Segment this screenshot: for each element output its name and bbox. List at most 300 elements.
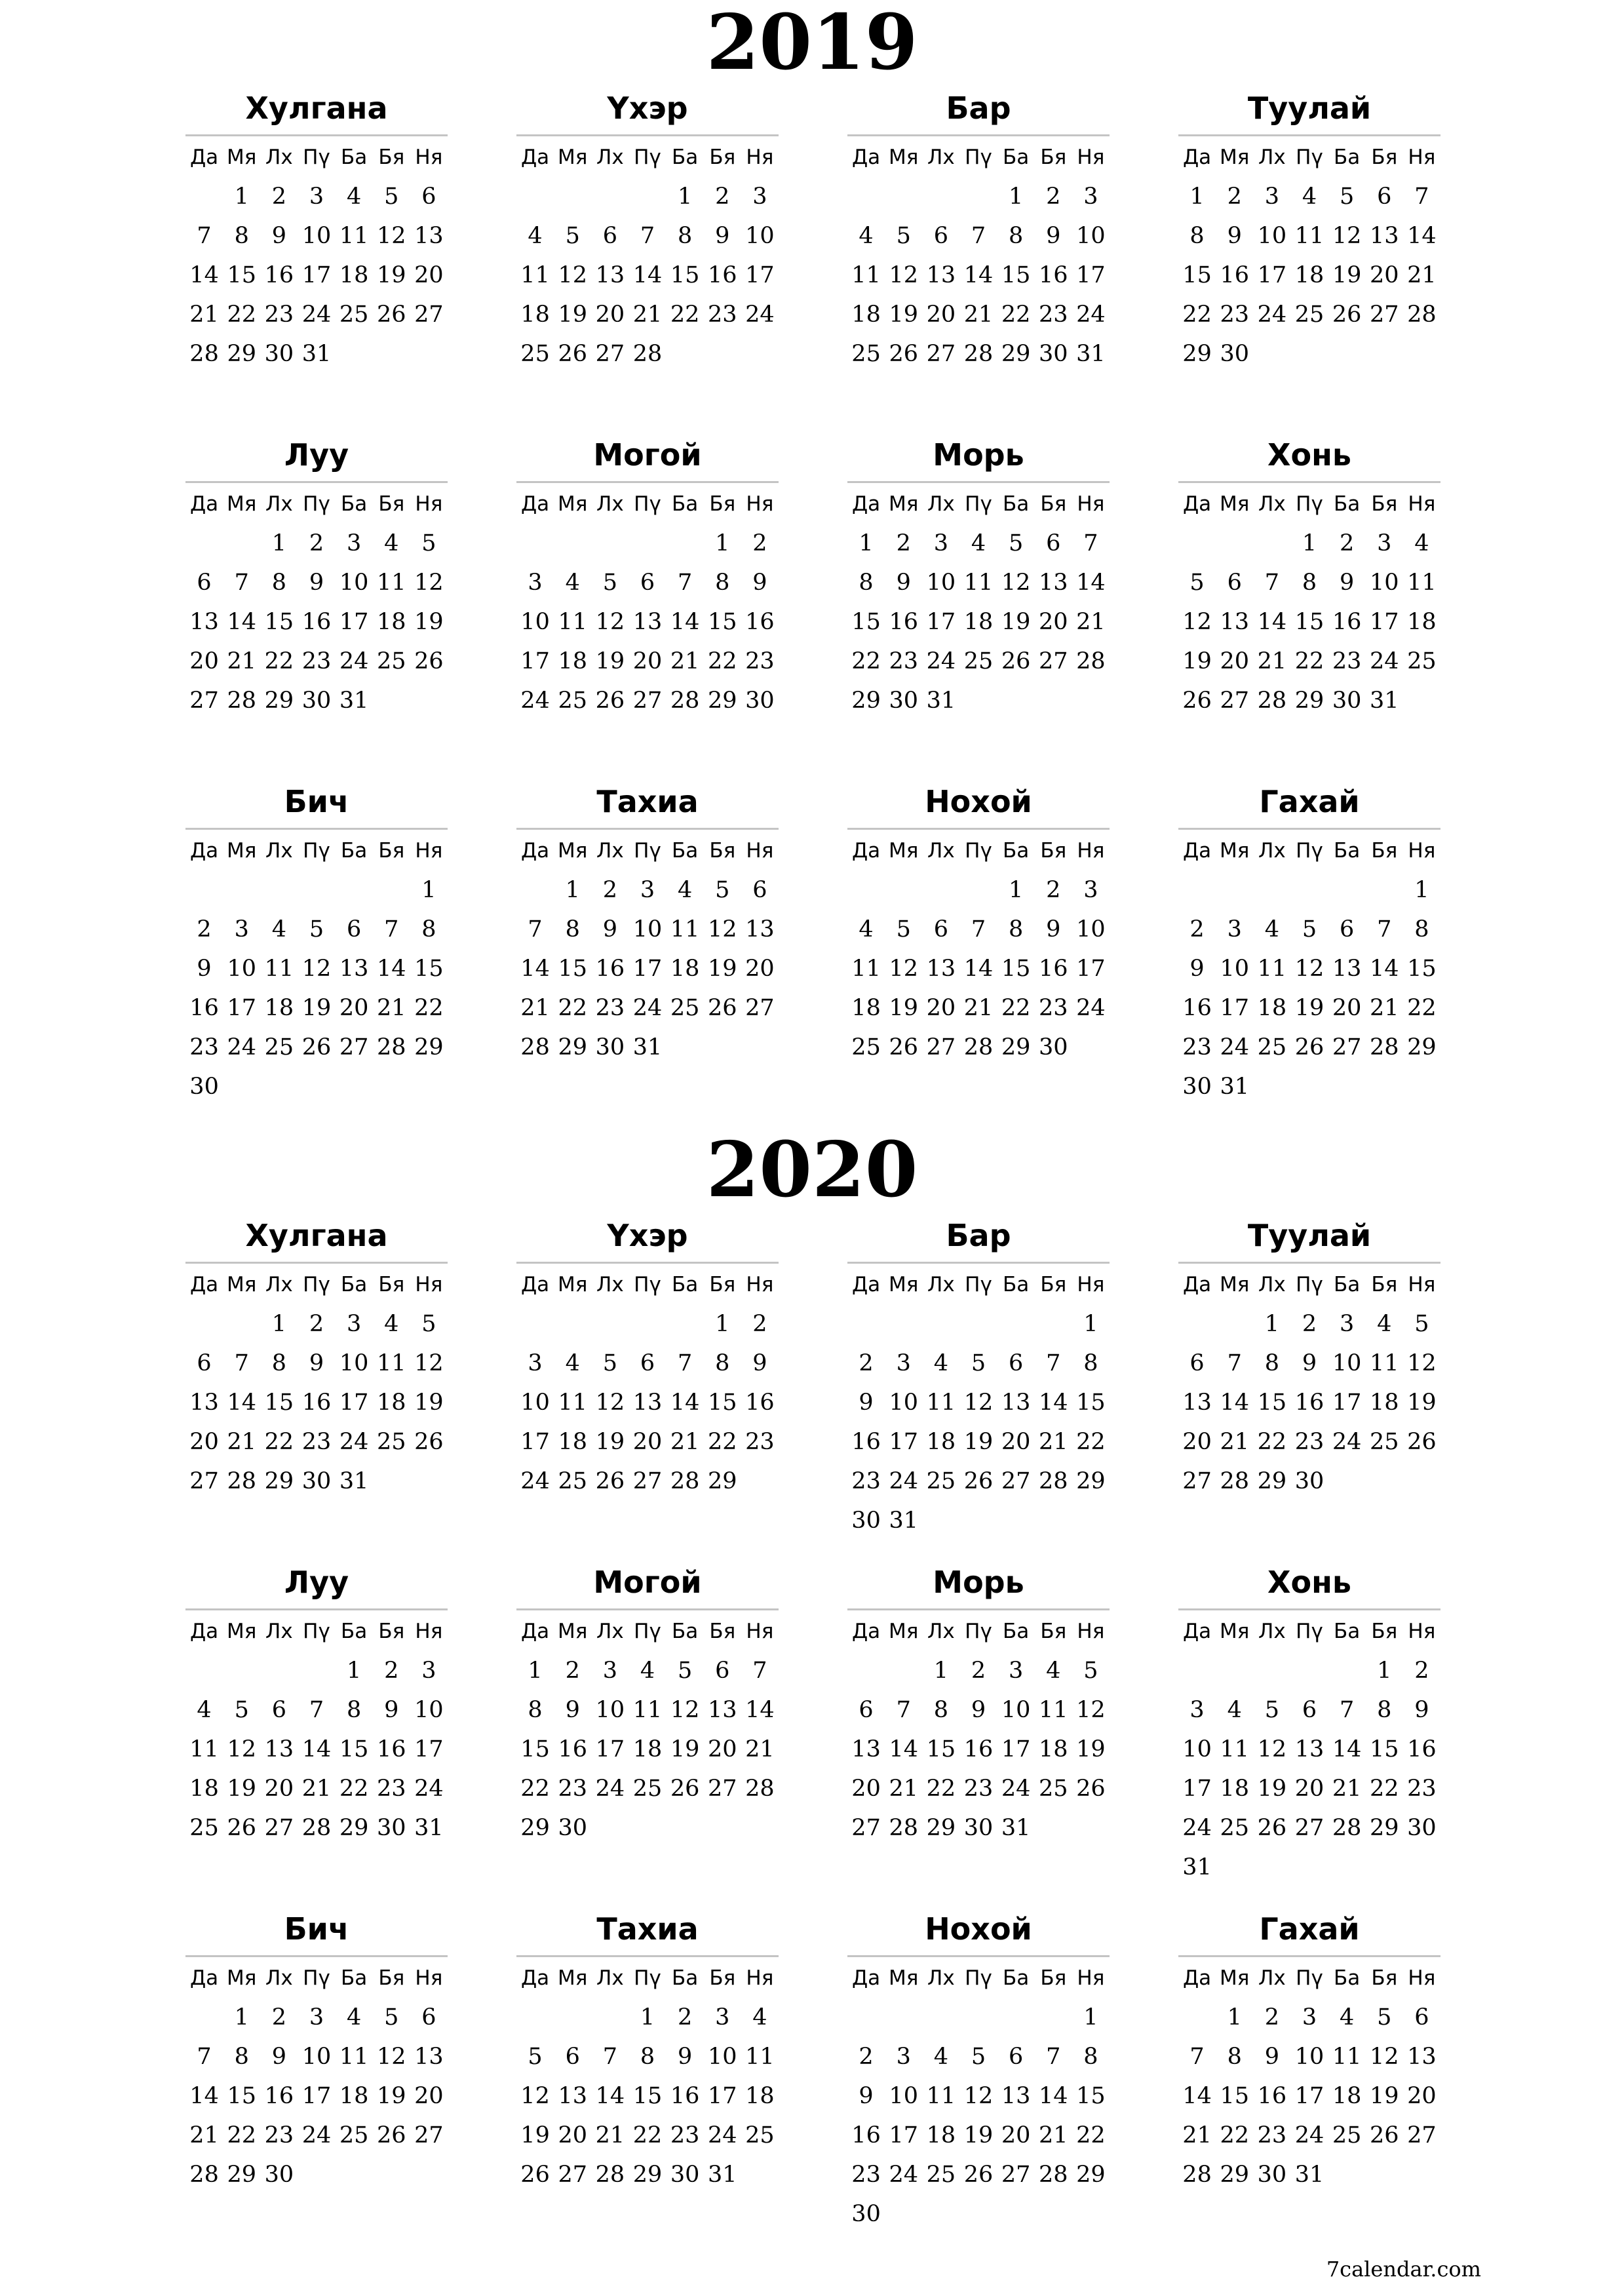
day-cell: 6 — [1377, 184, 1392, 210]
day-cell: 8 — [234, 223, 249, 249]
month-divider — [516, 481, 779, 483]
day-cell: 25 — [1257, 1034, 1287, 1060]
day-cell: 2 — [1302, 1311, 1317, 1337]
empty-day-cell — [298, 870, 335, 910]
day-cell: 25 — [339, 2122, 369, 2149]
day-cell: 6 — [859, 1697, 874, 1723]
day-cell: 28 — [189, 341, 219, 367]
day-cell: 14 — [520, 956, 550, 982]
empty-day-cell — [847, 1304, 885, 1344]
day-cell: 21 — [963, 302, 994, 328]
day-cell: 17 — [926, 609, 956, 635]
day-cell: 22 — [227, 2122, 256, 2149]
day-cell: 21 — [1220, 1429, 1249, 1455]
day-cell: 30 — [301, 1468, 332, 1494]
day-cell: 27 — [1182, 1468, 1212, 1494]
day-cell: 6 — [1227, 570, 1242, 596]
day-cell: 8 — [346, 1697, 362, 1723]
month-name: Туулай — [1247, 90, 1372, 126]
weekday-label: Пү — [303, 839, 330, 863]
day-cell: 14 — [189, 2083, 219, 2109]
day-cell: 7 — [1339, 1697, 1355, 1723]
day-cell: 17 — [1257, 262, 1287, 288]
weekday-label: Бя — [1371, 1966, 1398, 1990]
day-cell: 28 — [227, 688, 256, 714]
day-cell: 7 — [528, 916, 543, 943]
day-cell: 23 — [558, 1776, 587, 1802]
day-cell: 23 — [1182, 1034, 1212, 1060]
day-cell: 9 — [752, 570, 767, 596]
day-cell: 10 — [1370, 570, 1399, 596]
weekday-label: Ба — [1003, 839, 1030, 863]
day-cell: 28 — [595, 2162, 625, 2188]
month-name: Луу — [284, 1565, 349, 1600]
day-cell: 27 — [339, 1034, 369, 1060]
day-cell: 26 — [414, 648, 444, 674]
weekday-label: Лх — [596, 1620, 624, 1643]
day-cell: 18 — [851, 302, 881, 328]
day-cell: 24 — [1294, 2122, 1324, 2149]
empty-day-cell — [1178, 1998, 1216, 2037]
day-cell: 17 — [1076, 262, 1106, 288]
day-cell: 3 — [1008, 1658, 1024, 1684]
day-cell: 2 — [1414, 1658, 1429, 1684]
day-cell: 25 — [1370, 1429, 1399, 1455]
weekday-label: Ба — [1003, 1273, 1030, 1296]
day-cell: 11 — [264, 956, 294, 982]
day-cell: 28 — [377, 1034, 406, 1060]
day-cell: 4 — [677, 877, 693, 903]
weekday-label: Ня — [415, 839, 443, 863]
weekday-label: Бя — [709, 146, 736, 169]
day-cell: 1 — [421, 877, 436, 903]
empty-day-cell — [1290, 1651, 1328, 1690]
weekday-label: Лх — [1258, 146, 1286, 169]
day-cell: 15 — [1001, 262, 1031, 288]
month-name: Туулай — [1247, 1218, 1372, 1253]
day-cell: 7 — [1083, 530, 1098, 556]
weekday-label: Лх — [596, 492, 624, 516]
day-cell: 14 — [1370, 956, 1399, 982]
day-cell: 10 — [708, 2044, 737, 2070]
day-cell: 7 — [1264, 570, 1279, 596]
day-grid — [185, 831, 448, 1106]
empty-day-cell — [591, 177, 628, 216]
day-cell: 6 — [602, 223, 617, 249]
weekday-label: Мя — [558, 492, 588, 516]
day-cell: 30 — [851, 2201, 881, 2227]
month-name: Үхэр — [607, 90, 688, 126]
day-cell: 12 — [558, 262, 587, 288]
day-cell: 7 — [640, 223, 655, 249]
day-cell: 22 — [1076, 1429, 1106, 1455]
day-cell: 20 — [926, 302, 956, 328]
day-cell: 17 — [301, 262, 332, 288]
day-cell: 5 — [1377, 2004, 1392, 2031]
weekday-label: Мя — [1220, 146, 1250, 169]
empty-day-cell — [1035, 1304, 1072, 1344]
day-cell: 2 — [859, 2044, 874, 2070]
day-cell: 23 — [1039, 995, 1068, 1021]
weekday-label: Мя — [558, 1273, 588, 1296]
day-cell: 13 — [926, 262, 956, 288]
day-cell: 25 — [926, 2162, 956, 2188]
weekday-label: Ба — [1003, 492, 1030, 516]
day-cell: 26 — [1407, 1429, 1437, 1455]
day-cell: 3 — [1083, 877, 1098, 903]
day-cell: 29 — [558, 1034, 587, 1060]
day-cell: 7 — [384, 916, 399, 943]
day-cell: 9 — [677, 2044, 693, 2070]
day-cell: 22 — [851, 648, 881, 674]
empty-day-cell — [516, 1304, 554, 1344]
day-cell: 3 — [1227, 916, 1242, 943]
day-cell: 26 — [963, 1468, 994, 1494]
day-cell: 28 — [1220, 1468, 1249, 1494]
day-cell: 13 — [1220, 609, 1249, 635]
day-cell: 5 — [384, 184, 399, 210]
day-cell: 10 — [414, 1697, 444, 1723]
day-cell: 20 — [1182, 1429, 1212, 1455]
day-cell: 16 — [301, 1390, 332, 1416]
day-cell: 21 — [227, 1429, 256, 1455]
day-cell: 9 — [1264, 2044, 1279, 2070]
empty-day-cell — [298, 1651, 335, 1690]
day-cell: 16 — [1407, 1736, 1437, 1762]
empty-day-cell — [185, 1651, 223, 1690]
day-cell: 27 — [1001, 1468, 1031, 1494]
day-cell: 25 — [851, 1034, 881, 1060]
day-cell: 15 — [1076, 2083, 1106, 2109]
day-cell: 8 — [1302, 570, 1317, 596]
day-cell: 19 — [708, 956, 737, 982]
weekday-label: Пү — [303, 1620, 330, 1643]
weekday-label: Да — [520, 492, 550, 516]
day-cell: 10 — [1332, 1350, 1362, 1376]
day-cell: 29 — [339, 1815, 369, 1841]
day-cell: 17 — [1370, 609, 1399, 635]
day-cell: 11 — [926, 1390, 956, 1416]
month-block — [847, 1209, 1110, 1540]
day-grid — [1178, 484, 1440, 720]
empty-day-cell — [185, 524, 223, 563]
day-cell: 19 — [670, 1736, 700, 1762]
day-cell: 8 — [640, 2044, 655, 2070]
day-cell: 8 — [421, 916, 436, 943]
day-cell: 27 — [414, 302, 444, 328]
month-block — [516, 775, 779, 1067]
empty-day-cell — [922, 1998, 959, 2037]
day-cell: 17 — [889, 1429, 918, 1455]
day-cell: 11 — [745, 2044, 775, 2070]
day-cell: 12 — [708, 916, 737, 943]
month-name: Бар — [946, 1218, 1011, 1253]
day-cell: 12 — [1370, 2044, 1399, 2070]
day-grid — [185, 1612, 448, 1848]
day-cell: 27 — [1370, 302, 1399, 328]
day-cell: 5 — [1189, 570, 1205, 596]
day-cell: 23 — [1407, 1776, 1437, 1802]
day-cell: 1 — [1083, 1311, 1098, 1337]
weekday-label: Лх — [596, 146, 624, 169]
weekday-label: Ба — [672, 1273, 699, 1296]
empty-day-cell — [1253, 524, 1290, 563]
day-cell: 9 — [1414, 1697, 1429, 1723]
month-divider — [516, 134, 779, 136]
day-cell: 18 — [632, 1736, 663, 1762]
weekday-label: Ня — [1408, 146, 1436, 169]
month-name: Бар — [946, 90, 1011, 126]
day-cell: 5 — [528, 2044, 543, 2070]
day-grid — [1178, 138, 1440, 374]
day-cell: 5 — [602, 570, 617, 596]
day-cell: 14 — [1332, 1736, 1362, 1762]
day-cell: 17 — [632, 956, 663, 982]
day-cell: 27 — [632, 688, 663, 714]
day-cell: 4 — [528, 223, 543, 249]
weekday-label: Мя — [558, 1620, 588, 1643]
day-cell: 12 — [377, 2044, 406, 2070]
day-cell: 7 — [197, 2044, 212, 2070]
empty-day-cell — [885, 177, 922, 216]
day-cell: 10 — [1076, 223, 1106, 249]
day-cell: 19 — [1076, 1736, 1106, 1762]
day-cell: 10 — [889, 1390, 918, 1416]
day-cell: 18 — [1257, 995, 1287, 1021]
day-cell: 20 — [1001, 2122, 1031, 2149]
weekday-label: Мя — [227, 146, 257, 169]
weekday-label: Лх — [927, 1620, 955, 1643]
day-cell: 15 — [1182, 262, 1212, 288]
day-cell: 13 — [1182, 1390, 1212, 1416]
day-cell: 4 — [565, 570, 580, 596]
day-cell: 2 — [715, 184, 730, 210]
day-cell: 8 — [715, 570, 730, 596]
empty-day-cell — [1366, 870, 1403, 910]
day-cell: 10 — [1257, 223, 1287, 249]
day-cell: 3 — [1339, 1311, 1355, 1337]
day-cell: 3 — [1189, 1697, 1205, 1723]
day-cell: 25 — [189, 1815, 219, 1841]
day-cell: 6 — [1008, 2044, 1024, 2070]
weekday-label: Да — [189, 1620, 219, 1643]
day-cell: 11 — [377, 570, 406, 596]
weekday-label: Бя — [709, 1966, 736, 1990]
day-cell: 10 — [301, 2044, 332, 2070]
day-cell: 6 — [752, 877, 767, 903]
day-cell: 5 — [421, 1311, 436, 1337]
day-cell: 9 — [715, 223, 730, 249]
day-cell: 29 — [1220, 2162, 1249, 2188]
day-cell: 30 — [1332, 688, 1362, 714]
day-cell: 10 — [1001, 1697, 1031, 1723]
day-cell: 1 — [528, 1658, 543, 1684]
day-cell: 16 — [708, 262, 737, 288]
day-cell: 25 — [558, 1468, 587, 1494]
site-credit: 7calendar.com — [1326, 2257, 1481, 2282]
empty-day-cell — [223, 870, 260, 910]
month-block — [847, 775, 1110, 1067]
day-cell: 5 — [1414, 1311, 1429, 1337]
empty-day-cell — [554, 177, 591, 216]
weekday-label: Пү — [965, 1273, 992, 1296]
day-cell: 15 — [264, 609, 294, 635]
day-cell: 27 — [595, 341, 625, 367]
day-cell: 26 — [520, 2162, 550, 2188]
day-cell: 30 — [1407, 1815, 1437, 1841]
day-cell: 20 — [558, 2122, 587, 2149]
day-cell: 4 — [1046, 1658, 1061, 1684]
day-cell: 11 — [1039, 1697, 1068, 1723]
day-cell: 4 — [933, 2044, 948, 2070]
weekday-label: Ба — [341, 839, 368, 863]
weekday-label: Бя — [1040, 839, 1067, 863]
day-cell: 3 — [346, 530, 362, 556]
weekday-label: Мя — [889, 492, 919, 516]
weekday-label: Да — [1182, 492, 1212, 516]
day-cell: 9 — [1302, 1350, 1317, 1376]
day-cell: 11 — [558, 609, 587, 635]
month-divider — [516, 1955, 779, 1957]
day-cell: 19 — [227, 1776, 256, 1802]
day-cell: 11 — [851, 262, 881, 288]
weekday-label: Бя — [1371, 1620, 1398, 1643]
day-cell: 14 — [377, 956, 406, 982]
day-cell: 30 — [963, 1815, 994, 1841]
day-cell: 13 — [1370, 223, 1399, 249]
empty-day-cell — [185, 1998, 223, 2037]
day-cell: 8 — [565, 916, 580, 943]
day-cell: 30 — [301, 688, 332, 714]
day-cell: 18 — [926, 1429, 956, 1455]
weekday-label: Ня — [1408, 1620, 1436, 1643]
day-cell: 9 — [384, 1697, 399, 1723]
day-cell: 26 — [377, 302, 406, 328]
day-cell: 5 — [896, 223, 911, 249]
day-cell: 13 — [414, 2044, 444, 2070]
day-cell: 24 — [745, 302, 775, 328]
month-block — [1178, 429, 1440, 720]
day-cell: 27 — [851, 1815, 881, 1841]
weekday-label: Бя — [1040, 1620, 1067, 1643]
day-grid — [1178, 1612, 1440, 1887]
day-cell: 21 — [189, 2122, 219, 2149]
empty-day-cell — [959, 870, 997, 910]
day-cell: 23 — [1332, 648, 1362, 674]
day-cell: 21 — [1076, 609, 1106, 635]
day-cell: 2 — [384, 1658, 399, 1684]
day-grid — [185, 138, 448, 374]
day-cell: 26 — [377, 2122, 406, 2149]
day-cell: 22 — [708, 648, 737, 674]
weekday-label: Лх — [596, 839, 624, 863]
weekday-label: Лх — [265, 492, 293, 516]
weekday-label: Ня — [415, 492, 443, 516]
day-cell: 6 — [565, 2044, 580, 2070]
day-cell: 29 — [1257, 1468, 1287, 1494]
day-cell: 31 — [1076, 341, 1106, 367]
day-cell: 12 — [377, 223, 406, 249]
day-grid — [847, 484, 1110, 720]
day-cell: 15 — [558, 956, 587, 982]
month-divider — [516, 828, 779, 830]
day-cell: 7 — [1189, 2044, 1205, 2070]
weekday-label: Мя — [889, 1966, 919, 1990]
day-cell: 20 — [264, 1776, 294, 1802]
day-cell: 2 — [602, 877, 617, 903]
month-block — [516, 1209, 779, 1501]
day-cell: 21 — [227, 648, 256, 674]
day-cell: 28 — [189, 2162, 219, 2188]
day-cell: 12 — [1407, 1350, 1437, 1376]
empty-day-cell — [1290, 870, 1328, 910]
day-cell: 29 — [632, 2162, 663, 2188]
month-block — [516, 82, 779, 374]
day-cell: 20 — [708, 1736, 737, 1762]
day-cell: 4 — [1302, 184, 1317, 210]
day-cell: 25 — [377, 1429, 406, 1455]
day-cell: 18 — [1294, 262, 1324, 288]
empty-day-cell — [885, 1651, 922, 1690]
day-cell: 18 — [1220, 1776, 1249, 1802]
day-cell: 31 — [1001, 1815, 1031, 1841]
day-cell: 30 — [264, 2162, 294, 2188]
day-cell: 2 — [309, 1311, 324, 1337]
weekday-label: Да — [520, 1620, 550, 1643]
day-cell: 1 — [640, 2004, 655, 2031]
day-cell: 21 — [1182, 2122, 1212, 2149]
day-cell: 10 — [745, 223, 775, 249]
day-cell: 21 — [1332, 1776, 1362, 1802]
day-cell: 26 — [414, 1429, 444, 1455]
month-name: Могой — [593, 437, 702, 473]
day-cell: 6 — [640, 570, 655, 596]
weekday-label: Ба — [1334, 1273, 1361, 1296]
day-cell: 24 — [1001, 1776, 1031, 1802]
day-cell: 6 — [715, 1658, 730, 1684]
empty-day-cell — [336, 870, 373, 910]
day-cell: 21 — [963, 995, 994, 1021]
day-cell: 6 — [1302, 1697, 1317, 1723]
weekday-label: Ня — [1408, 839, 1436, 863]
day-cell: 20 — [414, 262, 444, 288]
weekday-label: Лх — [265, 1620, 293, 1643]
day-cell: 26 — [963, 2162, 994, 2188]
weekday-label: Ба — [1334, 146, 1361, 169]
weekday-label: Мя — [1220, 1620, 1250, 1643]
day-cell: 17 — [1182, 1776, 1212, 1802]
day-cell: 14 — [1257, 609, 1287, 635]
month-name: Луу — [284, 437, 349, 473]
day-cell: 8 — [677, 223, 693, 249]
day-cell: 30 — [595, 1034, 625, 1060]
day-cell: 13 — [632, 1390, 663, 1416]
weekday-label: Ня — [415, 1273, 443, 1296]
day-cell: 12 — [670, 1697, 700, 1723]
weekday-label: Пү — [1296, 146, 1323, 169]
day-cell: 8 — [1083, 2044, 1098, 2070]
day-cell: 16 — [745, 609, 775, 635]
day-cell: 18 — [377, 1390, 406, 1416]
weekday-label: Ба — [1003, 146, 1030, 169]
month-divider — [185, 134, 448, 136]
day-cell: 11 — [632, 1697, 663, 1723]
day-cell: 27 — [1332, 1034, 1362, 1060]
day-cell: 19 — [1370, 2083, 1399, 2109]
day-cell: 18 — [1370, 1390, 1399, 1416]
day-cell: 17 — [1001, 1736, 1031, 1762]
day-cell: 29 — [708, 1468, 737, 1494]
